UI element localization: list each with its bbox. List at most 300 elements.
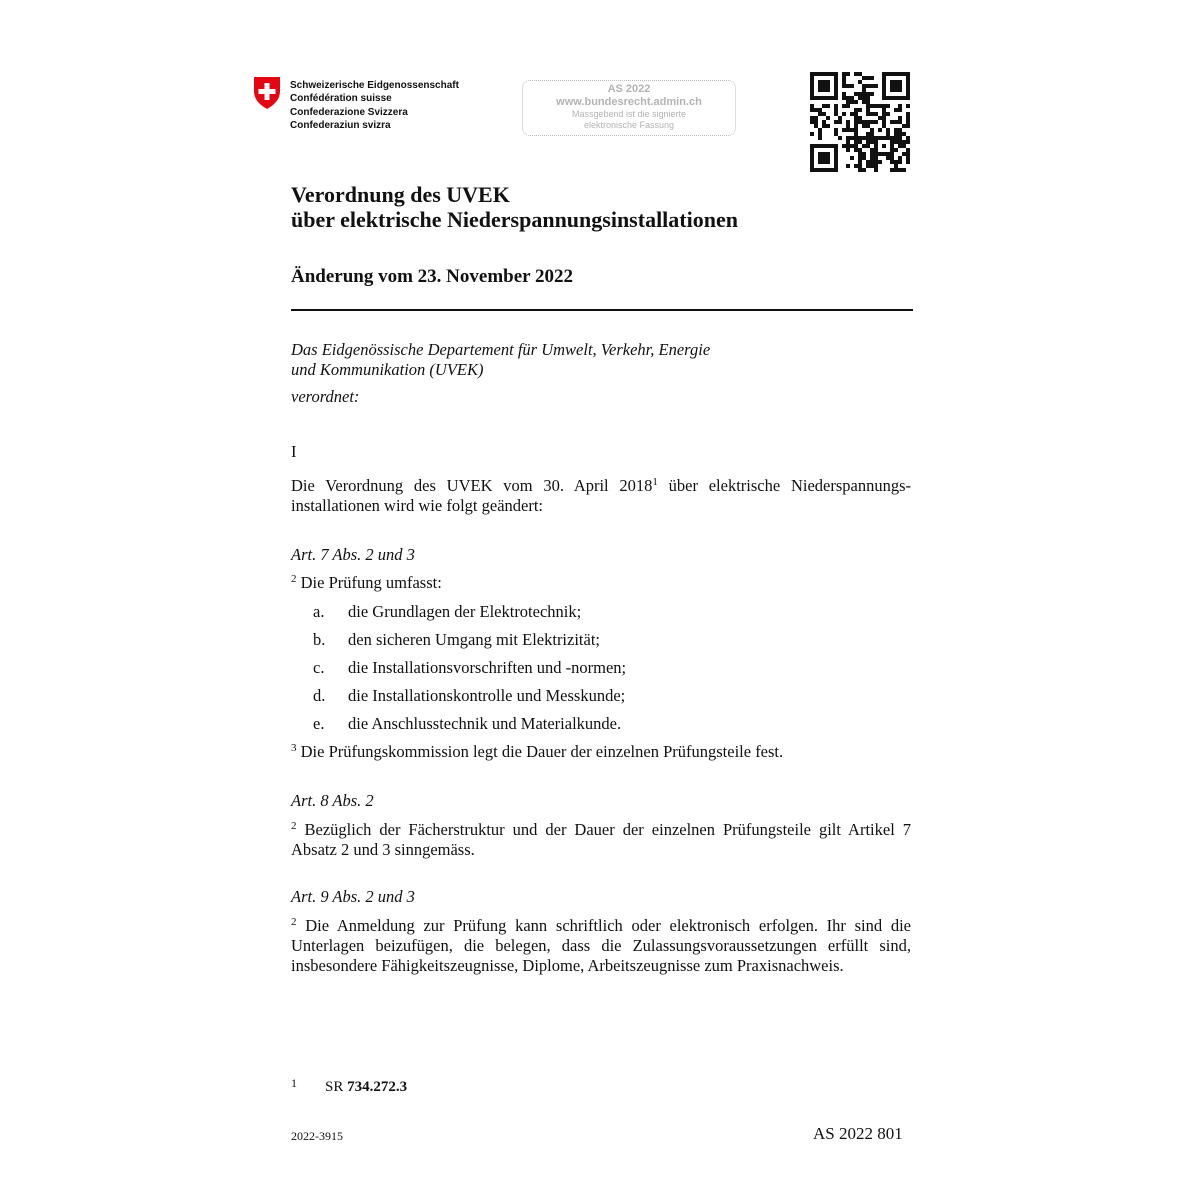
qr-module: [866, 144, 870, 148]
qr-module: [870, 84, 874, 88]
stamp-line-4: elektronische Fassung: [583, 120, 675, 130]
qr-module: [830, 72, 834, 76]
art7-abs3: [291, 742, 911, 762]
qr-module: [838, 136, 842, 140]
intro-text-after: über elektrische Niederspannungs-installationen wird wie folgt geändert:: [291, 476, 911, 515]
qr-module: [894, 168, 898, 172]
qr-module: [906, 104, 910, 108]
qr-module: [846, 144, 850, 148]
qr-module: [826, 168, 830, 172]
stamp-line-1: AS 2022: [607, 83, 651, 95]
qr-module: [826, 84, 830, 88]
qr-module: [826, 152, 830, 156]
qr-module: [810, 164, 814, 168]
qr-module: [822, 124, 826, 128]
qr-module: [874, 168, 878, 172]
qr-code-icon: [810, 72, 910, 172]
qr-module: [882, 124, 886, 128]
qr-module: [814, 124, 818, 128]
art8-abs2: [291, 820, 911, 860]
qr-module: [874, 104, 878, 108]
footnote-prefix: SR: [325, 1079, 348, 1095]
intro-paragraph: [291, 476, 911, 516]
qr-module: [902, 140, 906, 144]
list-item-marker: a.: [313, 602, 325, 621]
qr-module: [826, 96, 830, 100]
qr-module: [818, 96, 822, 100]
qr-module: [858, 72, 862, 76]
qr-module: [882, 88, 886, 92]
qr-module: [906, 76, 910, 80]
qr-module: [894, 140, 898, 144]
qr-module: [810, 160, 814, 164]
qr-module: [894, 160, 898, 164]
federation-name-rm: Confederaziun svizra: [290, 120, 391, 132]
art8-reference: Art. 8 Abs. 2: [291, 791, 374, 810]
qr-module: [906, 116, 910, 120]
qr-module: [814, 96, 818, 100]
qr-module: [822, 88, 826, 92]
qr-module: [842, 144, 846, 148]
list-item-text: die Anschlusstechnik und Materialkunde.: [348, 714, 622, 733]
qr-module: [898, 108, 902, 112]
qr-module: [870, 112, 874, 116]
qr-module: [826, 144, 830, 148]
federation-name-it: Confederazione Svizzera: [290, 106, 408, 118]
qr-module: [822, 160, 826, 164]
art8-abs2-number: 2: [291, 820, 297, 832]
qr-module: [818, 136, 822, 140]
qr-module: [858, 140, 862, 144]
qr-module: [874, 160, 878, 164]
qr-module: [894, 120, 898, 124]
qr-module: [838, 116, 842, 120]
qr-module: [814, 168, 818, 172]
qr-module: [878, 128, 882, 132]
document-title: [291, 182, 738, 232]
qr-module: [858, 148, 862, 152]
qr-module: [906, 160, 910, 164]
qr-module: [886, 104, 890, 108]
qr-module: [902, 124, 906, 128]
qr-module: [898, 116, 902, 120]
qr-module: [842, 92, 846, 96]
qr-module: [906, 140, 910, 144]
qr-module: [882, 152, 886, 156]
qr-module: [870, 152, 874, 156]
document-number: 2022-3915: [291, 1129, 343, 1143]
qr-module: [898, 160, 902, 164]
qr-module: [894, 164, 898, 168]
qr-module: [850, 156, 854, 160]
qr-module: [818, 80, 822, 84]
qr-module: [858, 116, 862, 120]
qr-module: [834, 164, 838, 168]
qr-module: [830, 144, 834, 148]
qr-module: [890, 84, 894, 88]
qr-module: [810, 152, 814, 156]
qr-module: [810, 84, 814, 88]
qr-module: [878, 104, 882, 108]
qr-module: [882, 108, 886, 112]
qr-module: [874, 112, 878, 116]
qr-module: [898, 128, 902, 132]
qr-module: [898, 84, 902, 88]
qr-module: [882, 112, 886, 116]
qr-module: [810, 116, 814, 120]
qr-module: [842, 104, 846, 108]
qr-module: [898, 120, 902, 124]
qr-module: [870, 164, 874, 168]
list-item-marker: b.: [313, 630, 326, 649]
qr-module: [846, 72, 850, 76]
qr-module: [890, 96, 894, 100]
qr-module: [842, 72, 846, 76]
qr-module: [862, 76, 866, 80]
qr-module: [882, 84, 886, 88]
qr-module: [854, 116, 858, 120]
qr-module: [850, 100, 854, 104]
qr-module: [870, 128, 874, 132]
qr-module: [890, 88, 894, 92]
list-item-text: die Installationskontrolle und Messkunde;: [348, 686, 626, 705]
qr-module: [818, 112, 822, 116]
preamble-line-1: Das Eidgenössische Departement für Umwelt, Verkehr, Energie: [291, 340, 711, 359]
qr-module: [814, 120, 818, 124]
qr-module: [898, 144, 902, 148]
qr-module: [890, 156, 894, 160]
art7-abs3-number: 3: [291, 742, 297, 754]
qr-module: [846, 120, 850, 124]
art7-abs2-number: 2: [291, 573, 297, 585]
qr-module: [842, 128, 846, 132]
qr-module: [886, 156, 890, 160]
qr-module: [862, 144, 866, 148]
qr-module: [834, 88, 838, 92]
qr-module: [810, 80, 814, 84]
title-divider: [291, 309, 913, 311]
qr-module: [834, 112, 838, 116]
qr-module: [822, 84, 826, 88]
qr-module: [818, 88, 822, 92]
footnote-marker[interactable]: 1: [652, 476, 658, 488]
qr-module: [854, 108, 858, 112]
title-line-1: Verordnung des UVEK: [291, 182, 510, 207]
qr-module: [874, 120, 878, 124]
qr-module: [854, 128, 858, 132]
qr-module: [858, 156, 862, 160]
qr-module: [826, 124, 830, 128]
section-number: I: [291, 442, 297, 461]
qr-module: [858, 168, 862, 172]
qr-module: [870, 104, 874, 108]
qr-module: [902, 72, 906, 76]
qr-module: [846, 164, 850, 168]
qr-module: [822, 80, 826, 84]
qr-module: [866, 120, 870, 124]
qr-module: [858, 152, 862, 156]
qr-module: [866, 76, 870, 80]
qr-module: [866, 124, 870, 128]
preamble-line-2: und Kommunikation (UVEK): [291, 360, 484, 379]
official-compilation-number: AS 2022 801: [813, 1124, 903, 1143]
stamp-line-2: www.bundesrecht.admin.ch: [556, 96, 702, 108]
qr-module: [810, 76, 814, 80]
qr-module: [906, 88, 910, 92]
qr-module: [822, 104, 826, 108]
qr-module: [898, 72, 902, 76]
qr-module: [846, 148, 850, 152]
qr-module: [862, 100, 866, 104]
qr-module: [894, 80, 898, 84]
qr-module: [842, 80, 846, 84]
federation-name-de: Schweizerische Eidgenossenschaft: [290, 80, 459, 91]
qr-module: [830, 168, 834, 172]
qr-module: [906, 156, 910, 160]
qr-module: [898, 80, 902, 84]
list-item-text: den sicheren Umgang mit Elektrizität;: [348, 630, 601, 649]
qr-module: [870, 160, 874, 164]
art9-abs2: [291, 916, 911, 976]
qr-module: [858, 80, 862, 84]
qr-module: [818, 132, 822, 136]
qr-module: [870, 156, 874, 160]
qr-module: [890, 144, 894, 148]
qr-module: [898, 156, 902, 160]
qr-module: [822, 152, 826, 156]
qr-module: [870, 136, 874, 140]
list-item-text: die Installationsvorschriften und -normen;: [348, 658, 627, 677]
qr-module: [854, 140, 858, 144]
qr-module: [834, 96, 838, 100]
list-item-marker: d.: [313, 686, 326, 705]
qr-module: [882, 76, 886, 80]
qr-module: [898, 88, 902, 92]
qr-module: [886, 136, 890, 140]
qr-module: [894, 136, 898, 140]
qr-module: [850, 128, 854, 132]
qr-module: [846, 84, 850, 88]
qr-module: [866, 136, 870, 140]
qr-module: [882, 144, 886, 148]
qr-module: [862, 136, 866, 140]
qr-module: [874, 152, 878, 156]
qr-module: [866, 92, 870, 96]
qr-module: [818, 108, 822, 112]
qr-module: [822, 156, 826, 160]
qr-module: [870, 140, 874, 144]
qr-module: [882, 120, 886, 124]
qr-module: [854, 132, 858, 136]
qr-module: [814, 72, 818, 76]
preamble-verordnet: verordnet:: [291, 387, 360, 406]
qr-module: [834, 160, 838, 164]
qr-module: [894, 108, 898, 112]
art7-abs2: [291, 573, 911, 593]
qr-module: [858, 136, 862, 140]
qr-module: [846, 140, 850, 144]
qr-module: [850, 144, 854, 148]
qr-module: [846, 124, 850, 128]
qr-module: [826, 80, 830, 84]
qr-module: [810, 72, 814, 76]
qr-module: [846, 136, 850, 140]
qr-module: [834, 156, 838, 160]
qr-module: [822, 72, 826, 76]
qr-module: [866, 84, 870, 88]
footnote-text: [325, 1079, 407, 1096]
qr-module: [842, 96, 846, 100]
qr-module: [866, 112, 870, 116]
qr-module: [854, 124, 858, 128]
document-subtitle: Änderung vom 23. November 2022: [291, 266, 574, 287]
qr-module: [898, 140, 902, 144]
qr-module: [810, 96, 814, 100]
qr-module: [882, 104, 886, 108]
qr-module: [834, 120, 838, 124]
qr-module: [810, 88, 814, 92]
art9-abs2-text: Die Anmeldung zur Prüfung kann schriftlich oder elektronisch erfolgen. Ihr sind die Unterlagen beizufügen, die belegen, dass die Zulassungsvoraussetzungen erfüllt sind, insbesondere Fähigkeitszeugnisse, Diplome, Arbeitszeugnisse zum Praxisnachweis.: [291, 916, 912, 975]
qr-module: [834, 144, 838, 148]
qr-module: [818, 168, 822, 172]
qr-module: [886, 152, 890, 156]
qr-module: [862, 84, 866, 88]
qr-module: [854, 100, 858, 104]
preamble: [291, 340, 710, 380]
qr-module: [846, 104, 850, 108]
qr-module: [886, 132, 890, 136]
art9-reference: Art. 9 Abs. 2 und 3: [291, 887, 415, 906]
qr-module: [810, 108, 814, 112]
qr-module: [878, 116, 882, 120]
qr-module: [822, 96, 826, 100]
qr-module: [862, 92, 866, 96]
footnote-reference: 734.272.3: [347, 1079, 408, 1095]
qr-module: [870, 132, 874, 136]
qr-module: [810, 148, 814, 152]
qr-module: [850, 96, 854, 100]
qr-module: [810, 156, 814, 160]
qr-module: [810, 132, 814, 136]
official-publication-stamp: [522, 80, 736, 136]
qr-module: [906, 72, 910, 76]
qr-module: [874, 156, 878, 160]
qr-module: [902, 144, 906, 148]
qr-module: [810, 92, 814, 96]
qr-module: [882, 80, 886, 84]
qr-module: [894, 148, 898, 152]
qr-module: [866, 160, 870, 164]
qr-module: [834, 84, 838, 88]
qr-module: [882, 96, 886, 100]
qr-module: [874, 140, 878, 144]
qr-module: [862, 152, 866, 156]
qr-module: [874, 148, 878, 152]
qr-module: [834, 72, 838, 76]
qr-module: [906, 124, 910, 128]
qr-module: [890, 168, 894, 172]
art8-abs2-text: Bezüglich der Fächerstruktur und der Dauer der einzelnen Prüfungsteile gilt Artikel 7 Absatz 2 und 3 sinngemäss.: [291, 820, 912, 859]
qr-module: [906, 80, 910, 84]
qr-module: [826, 160, 830, 164]
qr-module: [866, 96, 870, 100]
qr-module: [898, 168, 902, 172]
qr-module: [870, 92, 874, 96]
qr-module: [854, 164, 858, 168]
qr-module: [898, 132, 902, 136]
qr-module: [898, 104, 902, 108]
qr-module: [818, 160, 822, 164]
qr-module: [810, 104, 814, 108]
qr-module: [810, 120, 814, 124]
list-item-marker: e.: [313, 714, 325, 733]
qr-module: [890, 120, 894, 124]
qr-module: [906, 84, 910, 88]
qr-module: [906, 148, 910, 152]
qr-module: [818, 72, 822, 76]
qr-module: [826, 88, 830, 92]
qr-module: [894, 96, 898, 100]
qr-module: [894, 132, 898, 136]
qr-module: [906, 120, 910, 124]
qr-module: [894, 84, 898, 88]
qr-module: [906, 92, 910, 96]
qr-module: [890, 148, 894, 152]
qr-module: [878, 160, 882, 164]
qr-module: [890, 160, 894, 164]
qr-module: [842, 112, 846, 116]
qr-module: [886, 72, 890, 76]
qr-module: [826, 72, 830, 76]
qr-module: [894, 128, 898, 132]
qr-module: [902, 132, 906, 136]
federation-names: [290, 79, 459, 133]
qr-module: [822, 120, 826, 124]
art9-abs2-number: 2: [291, 916, 297, 928]
qr-module: [874, 144, 878, 148]
qr-module: [898, 96, 902, 100]
qr-module: [858, 92, 862, 96]
qr-module: [906, 152, 910, 156]
qr-module: [826, 116, 830, 120]
list-item-marker: c.: [313, 658, 325, 677]
stamp-line-3: Massgebend ist die signierte: [571, 109, 687, 119]
qr-module: [810, 168, 814, 172]
qr-module: [834, 76, 838, 80]
qr-module: [862, 168, 866, 172]
qr-module: [854, 136, 858, 140]
qr-module: [898, 136, 902, 140]
qr-module: [834, 92, 838, 96]
qr-module: [894, 88, 898, 92]
qr-module: [890, 80, 894, 84]
qr-module: [834, 152, 838, 156]
qr-module: [810, 144, 814, 148]
qr-module: [854, 144, 858, 148]
qr-module: [906, 112, 910, 116]
qr-module: [854, 120, 858, 124]
qr-module: [862, 120, 866, 124]
qr-module: [822, 144, 826, 148]
footnote-number: 1: [291, 1076, 297, 1090]
qr-module: [818, 152, 822, 156]
qr-module: [866, 164, 870, 168]
qr-module: [834, 168, 838, 172]
qr-module: [834, 80, 838, 84]
qr-module: [850, 112, 854, 116]
qr-module: [866, 104, 870, 108]
art7-abs3-text: Die Prüfungskommission legt die Dauer der einzelnen Prüfungsteile fest.: [300, 742, 784, 761]
